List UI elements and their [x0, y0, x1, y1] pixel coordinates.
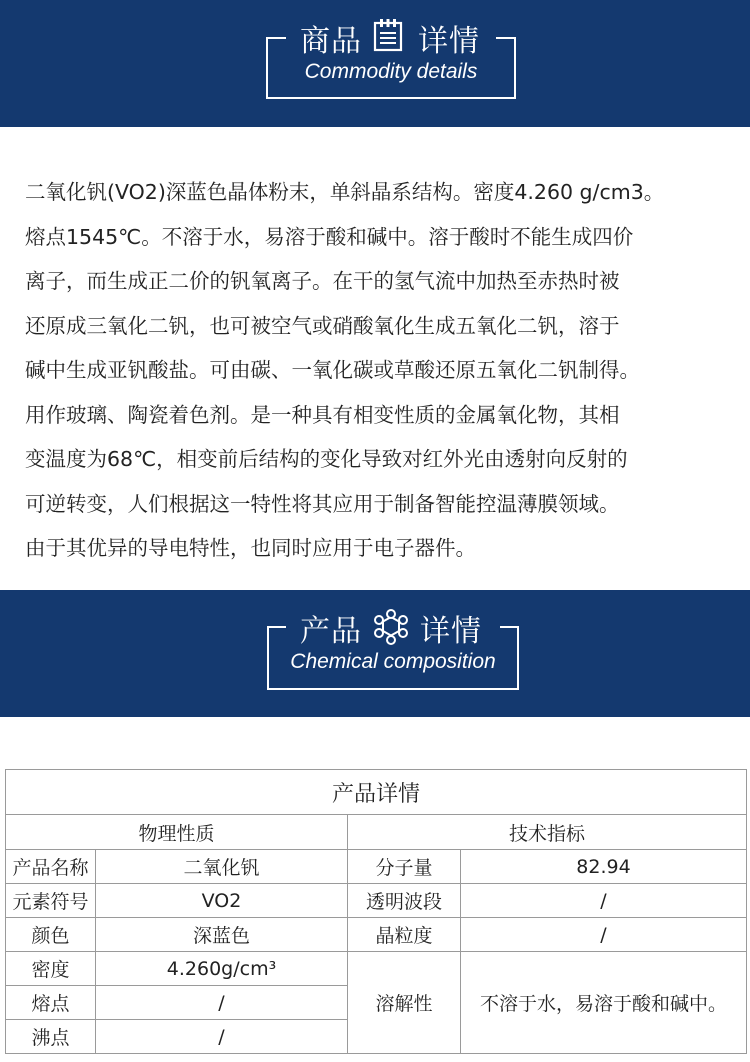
description-line: 碱中生成亚钒酸盐。可由碳、一氧化碳或草酸还原五氧化二钒制得。 — [25, 358, 640, 382]
row-label: 沸点 — [6, 1020, 96, 1054]
product-spec-table — [5, 769, 747, 1054]
description-line: 用作玻璃、陶瓷着色剂。是一种具有相变性质的金属氧化物，其相 — [25, 402, 620, 427]
description-line: 二氧化钒(VO2)深蓝色晶体粉末，单斜晶系结构。密度4.260 g/cm3。 — [25, 180, 665, 204]
row-value: VO2 — [96, 884, 348, 918]
description-line: 离子，而生成正二价的钒氧离子。在干的氢气流中加热至赤热时被 — [25, 269, 620, 293]
row-label: 晶粒度 — [348, 918, 461, 952]
table-title: 产品详情 — [6, 770, 747, 815]
row-label: 密度 — [6, 952, 96, 986]
molecule-icon — [372, 609, 410, 649]
row-value: 深蓝色 — [96, 918, 348, 952]
description-line: 变温度为68℃，相变前后结构的变化导致对红外光由透射向反射的 — [25, 447, 628, 471]
row-value: / — [461, 918, 747, 952]
row-label: 产品名称 — [6, 850, 96, 884]
row-value: / — [461, 884, 747, 918]
product-description — [25, 170, 735, 571]
row-label: 分子量 — [348, 850, 461, 884]
table-row — [6, 918, 747, 952]
commodity-details-banner — [0, 0, 750, 127]
solubility-label: 溶解性 — [348, 952, 461, 1054]
banner-title-left: 产品 — [300, 614, 362, 649]
chemical-composition-banner — [0, 590, 750, 717]
row-label: 透明波段 — [348, 884, 461, 918]
row-value: 4.260g/cm³ — [96, 952, 348, 986]
row-value: / — [96, 986, 348, 1020]
row-label: 元素符号 — [6, 884, 96, 918]
description-line: 可逆转变，人们根据这一特性将其应用于制备智能控温薄膜领域。 — [25, 491, 620, 516]
description-line: 由于其优异的导电特性，也同时应用于电子器件。 — [25, 536, 476, 560]
description-line: 熔点1545℃。不溶于水，易溶于酸和碱中。溶于酸时不能生成四价 — [25, 224, 634, 249]
row-value: / — [96, 1020, 348, 1054]
table-row — [6, 850, 747, 884]
row-value: 二氧化钒 — [96, 850, 348, 884]
row-label: 颜色 — [6, 918, 96, 952]
description-line: 还原成三氧化二钒，也可被空气或硝酸氧化生成五氧化二钒，溶于 — [25, 313, 620, 338]
table-row — [6, 952, 747, 986]
clipboard-icon — [372, 18, 404, 56]
banner-title-right: 详情 — [420, 614, 482, 649]
banner-subtitle: Chemical composition — [290, 650, 496, 673]
banner-subtitle: Commodity details — [304, 60, 478, 83]
table-row — [6, 884, 747, 918]
banner-title-right: 详情 — [418, 24, 480, 59]
row-value: 82.94 — [461, 850, 747, 884]
row-label: 熔点 — [6, 986, 96, 1020]
physical-properties-header: 物理性质 — [6, 815, 348, 850]
solubility-value: 不溶于水，易溶于酸和碱中。 — [461, 952, 747, 1054]
banner-title-left: 商品 — [300, 24, 362, 59]
technical-specs-header: 技术指标 — [348, 815, 747, 850]
